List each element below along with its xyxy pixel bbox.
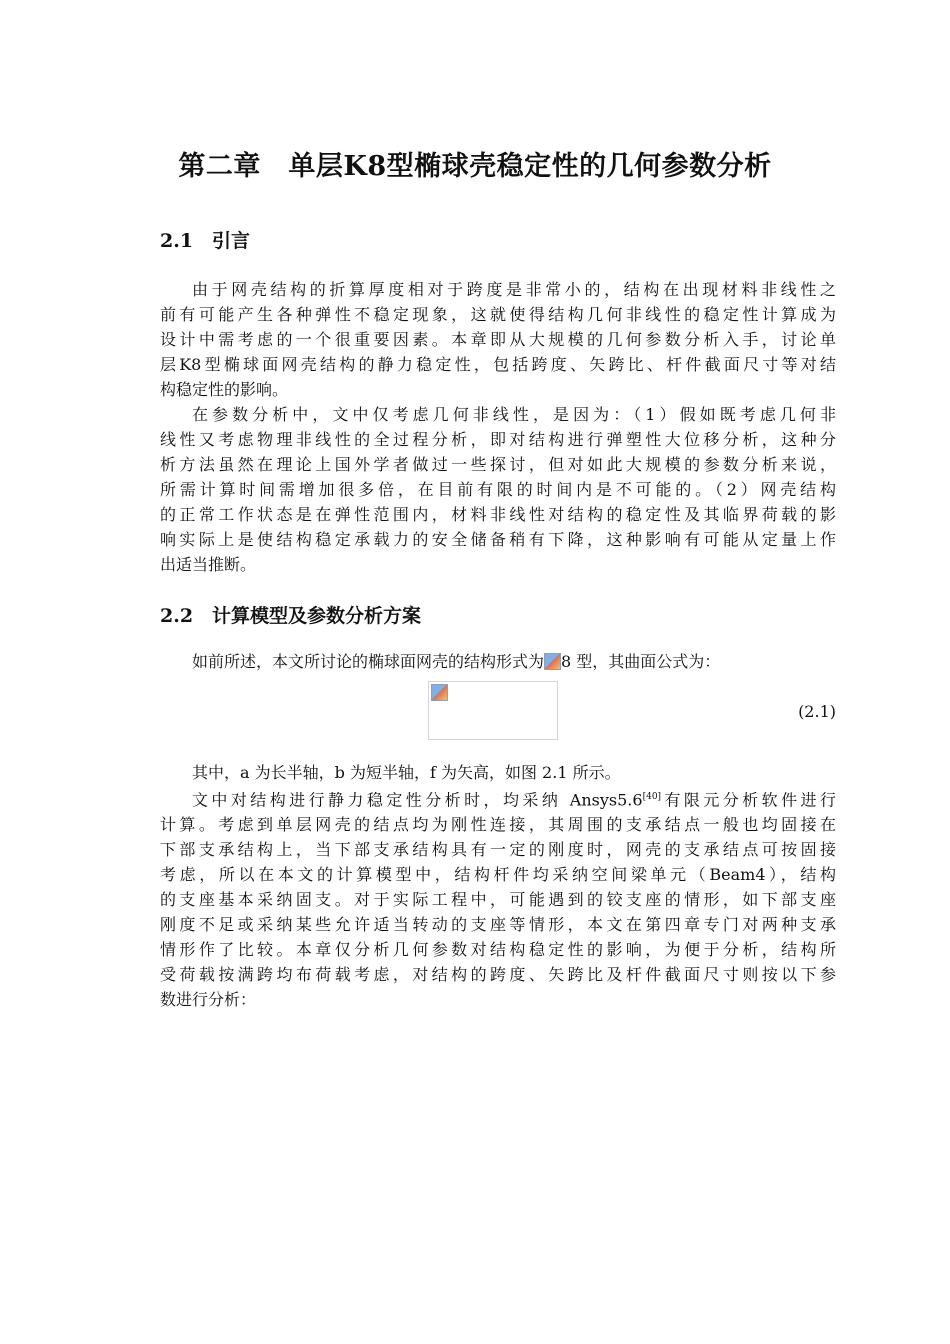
paragraph-intro-1	[160, 277, 836, 402]
text-line: 下部支承结构上，当下部支承结构具有一定的刚度时，网壳的支承结点可按固接	[160, 840, 836, 860]
text-line: 出适当推断。	[160, 555, 257, 574]
intro-text-before: 如前所述，本文所讨论的椭球面网壳的结构形式为	[192, 652, 545, 671]
text-line: 所需计算时间需增加很多倍，在目前有限的时间内是不可能的。（2）网壳结构	[160, 480, 836, 499]
text-line: 在参数分析中，文中仅考虑几何非线性，是因为：（1）假如既考虑几何非	[192, 405, 836, 424]
section-heading-2-2: 2.2 计算模型及参数分析方案	[160, 605, 422, 627]
section-heading-2-1: 2.1 引言	[160, 230, 251, 252]
text-line: 数进行分析：	[160, 990, 257, 1010]
text-line: 计算。考虑到单层网壳的结点均为刚性连接，其周围的支承结点一般也均固接在	[160, 815, 836, 835]
text-line: 层K8型椭球面网壳结构的静力稳定性，包括跨度、矢跨比、杆件截面尺寸等对结	[160, 355, 836, 374]
paragraph-structure-form	[160, 649, 836, 674]
text-line: 文中对结构进行静力稳定性分析时，均采纳 Ansys5.6[40]有限元分析软件进行	[192, 790, 836, 810]
text-line: 情形作了比较。本章仅分析几何参数对结构稳定性的影响，为便于分析，结构所	[160, 940, 836, 960]
text-line: 析方法虽然在理论上国外学者做过一些探讨，但对如此大规模的参数分析来说，	[160, 455, 836, 474]
text-line: 受荷载按满跨均布荷载考虑，对结构的跨度、矢跨比及杆件截面尺寸则按以下参	[160, 965, 836, 985]
equation-number: (2.1)	[798, 702, 836, 721]
text-line: 设计中需考虑的一个很重要因素。本章即从大规模的几何参数分析入手，讨论单	[160, 330, 836, 349]
intro-text-after: 8 型，其曲面公式为：	[561, 652, 721, 671]
text-line: 的正常工作状态是在弹性范围内，材料非线性对结构的稳定性及其临界荷载的影	[160, 505, 836, 524]
text-line: 响实际上是使结构稳定承载力的安全储备稍有下降，这种影响有可能从定量上作	[160, 530, 836, 549]
equation-image	[428, 681, 558, 740]
text-line: 线性又考虑物理非线性的全过程分析，即对结构进行弹塑性大位移分析，这种分	[160, 430, 836, 449]
text-line: 考虑，所以在本文的计算模型中，结构杆件均采纳空间梁单元（Beam4），结构	[160, 865, 836, 885]
text-line: 构稳定性的影响。	[160, 380, 289, 399]
paragraph-analysis-method	[160, 785, 836, 1012]
text-line: 刚度不足或采纳某些允许适当转动的支座等情形，本文在第四章专门对两种支承	[160, 915, 836, 935]
text-line: 其中，a 为长半轴，b 为短半轴，f 为矢高，如图 2.1 所示。	[192, 763, 621, 782]
chapter-title: 第二章 单层K8型椭球壳稳定性的几何参数分析	[178, 151, 772, 182]
paragraph-where	[160, 760, 836, 785]
paragraph-intro-2	[160, 402, 836, 577]
text-line: 前有可能产生各种弹性不稳定现象，这就使得结构几何非线性的稳定性计算成为	[160, 305, 836, 324]
broken-image-icon	[544, 653, 561, 670]
broken-image-icon	[431, 684, 448, 701]
text-line: 由于网壳结构的折算厚度相对于跨度是非常小的，结构在出现材料非线性之	[192, 280, 836, 299]
text-line	[160, 649, 836, 674]
text-line: 的支座基本采纳固支。对于实际工程中，可能遇到的铰支座的情形，如下部支座	[160, 890, 836, 910]
reference-citation: [40]	[642, 792, 662, 802]
